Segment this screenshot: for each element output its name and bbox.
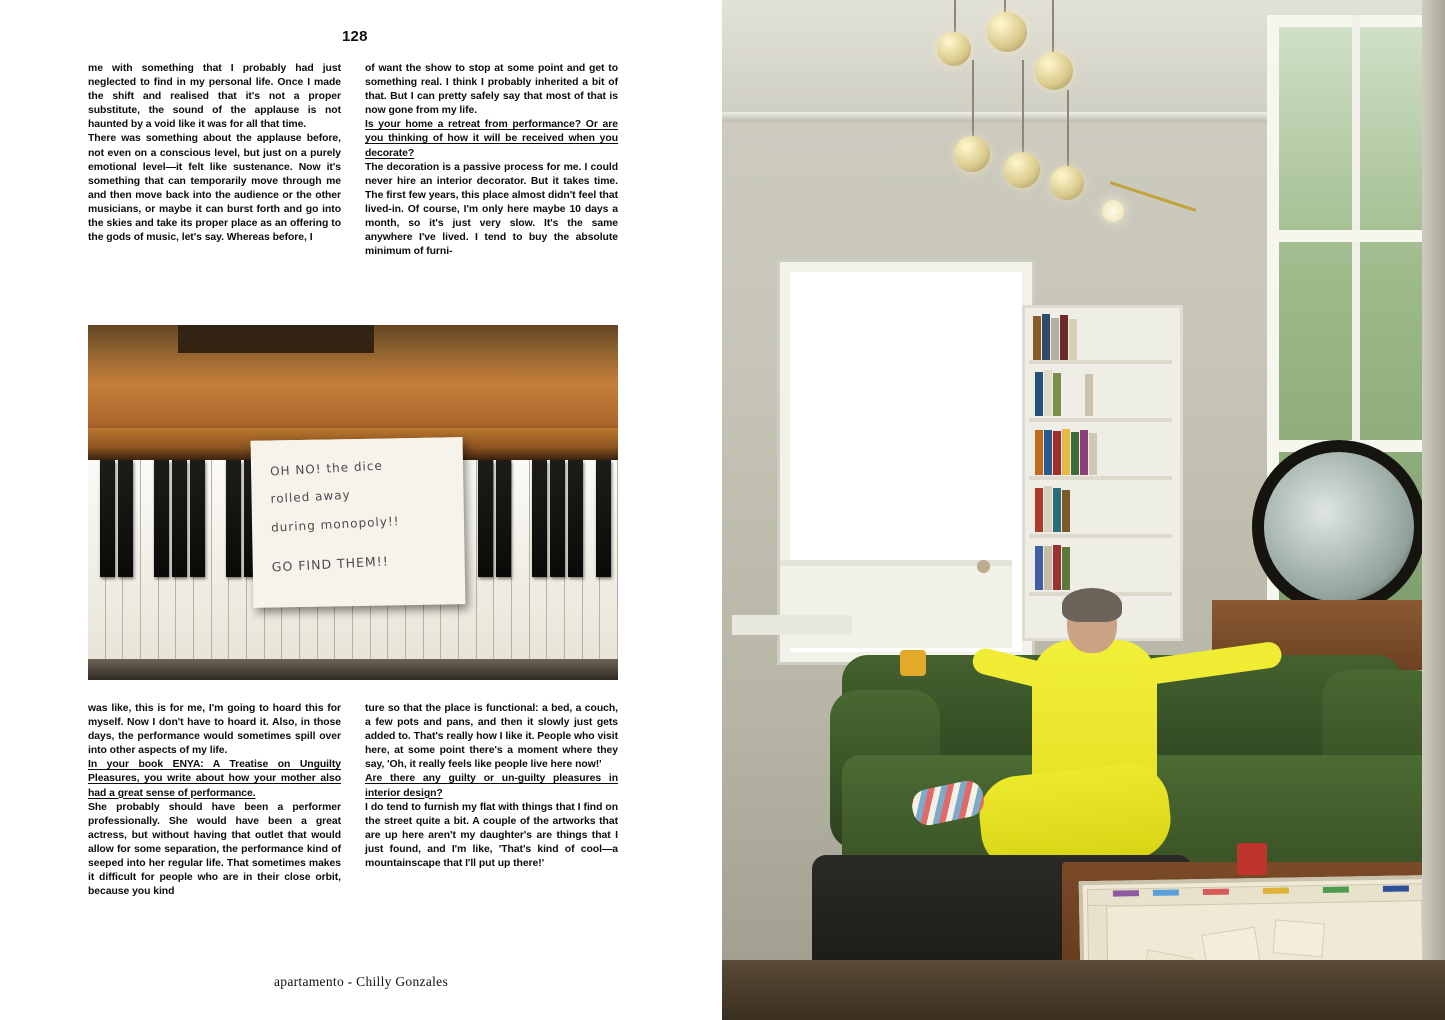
paragraph: of want the show to stop at some point and get to something real. I think I probably inherited a bit of that. But I can pretty safely say that most of that is now gone from my life.: [365, 63, 618, 117]
right-page-photograph: [722, 0, 1445, 1020]
paragraph: There was something about the applause before, not even on a conscious level, but just on a purely emotional level—it felt like sustenance. Now it's something that can temporarily move through me and then move back into the audience or the other musicians, or maybe it can burst forth and go into the skies and take its proper place as an offering to the gods of music, let's say. Whereas before, I: [88, 133, 341, 244]
yellow-mug: [900, 650, 926, 676]
upper-text-columns: [88, 62, 618, 259]
piano-top-shadow: [88, 325, 618, 385]
book: [1044, 370, 1052, 416]
pendant-lamp: [937, 32, 971, 66]
column-2: [365, 62, 618, 259]
book: [1062, 429, 1070, 475]
book: [1085, 374, 1093, 416]
book: [1053, 545, 1061, 590]
book: [1062, 490, 1070, 532]
book: [1071, 432, 1079, 475]
paragraph: me with something that I probably had just neglected to find in my personal life. Once I made the shift and realised that it's not a proper substitute, the sound of the applause is not haunted by a void like it was for all that time.: [88, 63, 341, 131]
book: [1060, 315, 1068, 360]
book: [1035, 488, 1043, 532]
door-knob[interactable]: [977, 560, 990, 573]
piano-key-front: [88, 659, 618, 680]
book: [1069, 319, 1077, 360]
book: [1033, 316, 1041, 360]
interview-question: Is your home a retreat from performance? Or are you thinking of how it will be received when you decorate?: [365, 119, 618, 159]
page-number: 128: [342, 28, 368, 45]
pendant-lamp: [1035, 52, 1073, 90]
book: [1044, 486, 1052, 532]
column-3: [88, 702, 341, 899]
paragraph: She probably should have been a performer professionally. She would have been a great actress, but without having that outlet that would allow for some separation, the performance kind of seeped into her regular life. That sometimes makes it difficult for people who are in their close orbit, because you kind: [88, 801, 341, 898]
pendant-cord: [954, 0, 956, 36]
interview-question: Are there any guilty or un-guilty pleasures in interior design?: [365, 773, 618, 799]
pendant-lamp: [1004, 152, 1040, 188]
person-hair: [1062, 588, 1122, 622]
book: [1044, 430, 1052, 475]
book: [1035, 372, 1043, 416]
note-line-2: rolled away: [270, 487, 352, 506]
side-table: [732, 615, 852, 635]
pendant-lamp: [1050, 166, 1084, 200]
book: [1044, 546, 1052, 590]
book: [1053, 431, 1061, 475]
note-line-1: OH NO! the dice: [270, 457, 384, 478]
floor: [722, 960, 1445, 1020]
book: [1035, 546, 1043, 590]
pendant-cord: [1022, 60, 1024, 156]
paragraph: ture so that the place is functional: a bed, a couch, a few pots and pans, and then it slowly just gets added to. That's really how I like it. People who visit here, at some point there's a moment where they say, 'Oh, it really feels like people live here now!': [365, 703, 618, 771]
book: [1053, 488, 1061, 532]
paragraph: The decoration is a passive process for me. I could never hire an interior decorator. But it takes time. The first few years, this place almost didn't feel that lived-in. Of course, I'm only here maybe 10 days a month, so it's just very slow. It's the same anywhere I've lived. I tend to buy the absolute minimum of furni-: [365, 161, 618, 258]
column-1: [88, 62, 341, 259]
paragraph: I do tend to furnish my flat with things that I find on the street quite a bit. A couple of the artworks that are up here aren't my daughter's are things that I just found, and I'm like, 'That's kind of cool—a mountainscape that I'll put up there!': [365, 801, 618, 870]
handwritten-note: [251, 437, 466, 608]
round-mirror: [1252, 440, 1426, 614]
wall-lamp-bulb: [1102, 200, 1124, 222]
piano-photograph: [88, 325, 618, 680]
column-4: [365, 702, 618, 899]
interview-question: In your book ENYA: A Treatise on Unguilty Pleasures, you write about how your mother also had a great sense of performance.: [88, 759, 341, 799]
book: [1053, 373, 1061, 416]
book: [1035, 430, 1043, 475]
pendant-cord: [1052, 0, 1054, 56]
note-line-4: GO FIND THEM!!: [271, 552, 390, 574]
left-page: [0, 0, 722, 1020]
book: [1080, 430, 1088, 475]
pendant-lamp: [954, 136, 990, 172]
pendant-lamp: [987, 12, 1027, 52]
pendant-cord: [972, 60, 974, 140]
book: [1062, 547, 1070, 590]
window-mullion: [1267, 230, 1445, 242]
wall-right-edge: [1422, 0, 1445, 1020]
book: [1089, 433, 1097, 475]
lower-text-columns: [88, 702, 618, 899]
note-line-3: during monopoly!!: [271, 514, 401, 535]
red-mug: [1237, 843, 1267, 875]
book: [1042, 314, 1050, 360]
paragraph: was like, this is for me, I'm going to hoard this for myself. Now I don't have to hoard it. Also, in those days, the performance would sometimes spill over into other aspects of my life.: [88, 703, 341, 757]
pendant-cord: [1067, 90, 1069, 170]
running-footer: apartamento - Chilly Gonzales: [273, 974, 449, 989]
book: [1051, 318, 1059, 360]
